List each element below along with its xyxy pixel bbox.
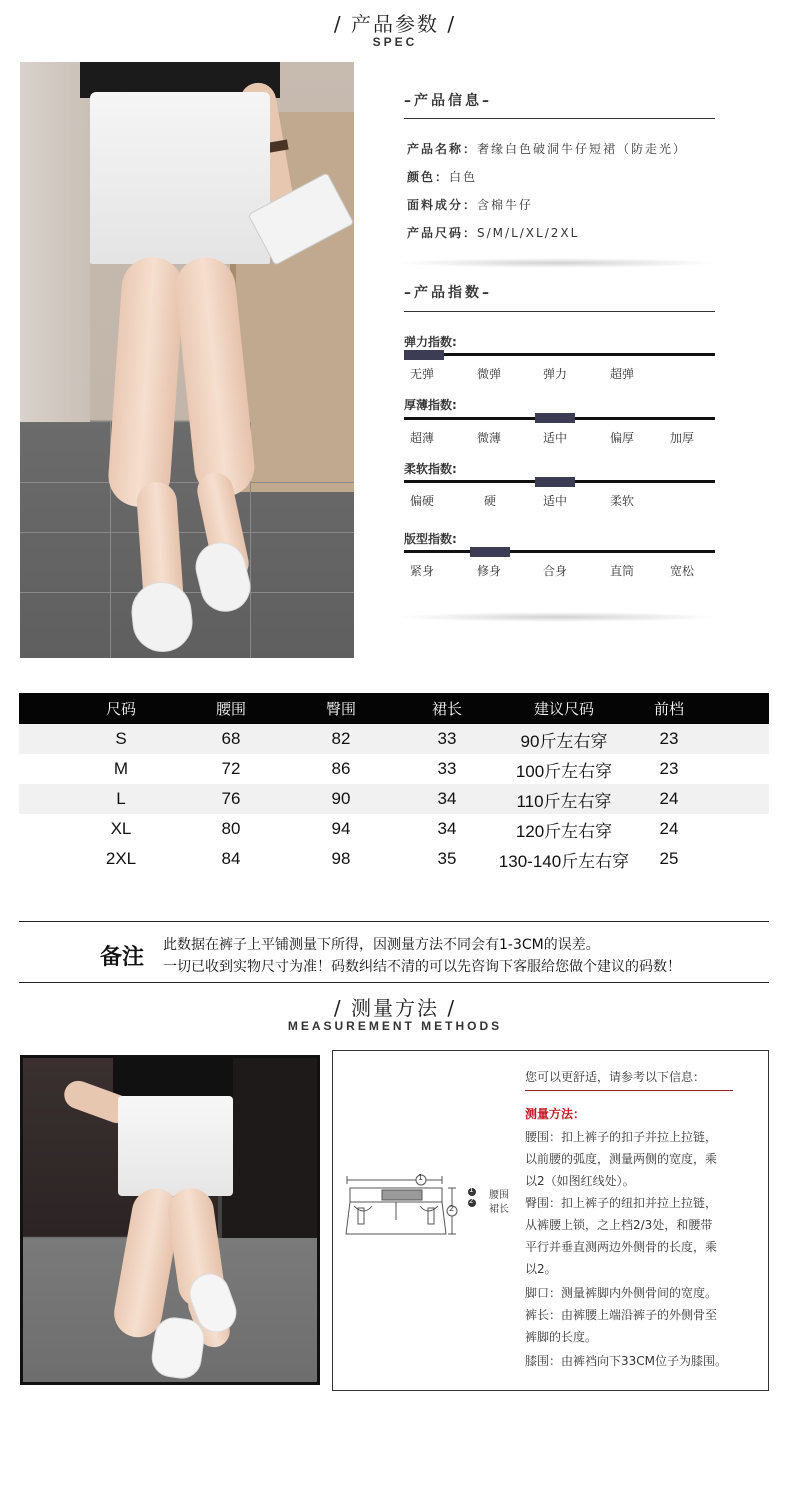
table-row <box>19 784 769 814</box>
table-cell: 2XL <box>105 849 137 868</box>
header-cell: 裙长 <box>431 701 462 718</box>
index-option: 偏硬 <box>410 494 435 508</box>
measure-text-line: 脚口：测量裤脚内外侧骨间的宽度。 <box>525 1286 718 1300</box>
table-cell: 86 <box>331 759 351 778</box>
table-cell: 25 <box>659 849 679 868</box>
table-cell: 33 <box>437 759 457 778</box>
legend-number-1: 1 <box>469 1186 474 1194</box>
note-line-1: 此数据在裤子上平铺测量下所得，因测量方法不同会有1-3CM的误差。 <box>163 937 600 953</box>
legend-label-length: 裙长 <box>489 1204 509 1215</box>
index-track-fit <box>404 550 715 553</box>
measure-text-line: 膝围：由裤裆向下33CM位子为膝围。 <box>525 1354 728 1368</box>
index-option: 宽松 <box>670 564 695 578</box>
header-cell: 前档 <box>653 701 684 718</box>
table-cell: 120斤左右穿 <box>515 821 613 841</box>
table-cell: 34 <box>437 789 457 808</box>
table-row <box>19 724 769 754</box>
table-cell: 110斤左右穿 <box>516 791 612 811</box>
size-table-header <box>19 693 769 724</box>
index-option: 修身 <box>477 564 502 578</box>
table-cell: L <box>116 789 126 808</box>
table-cell: 24 <box>659 819 679 838</box>
size-table <box>19 693 769 874</box>
table-cell: XL <box>110 819 132 838</box>
info-row-fabric: 面料成分：含棉牛仔 <box>407 198 534 212</box>
header-cell: 臀围 <box>325 701 356 718</box>
measure-text-line: 从裤腰上锁，之上档2/3处，和腰带 <box>525 1218 713 1232</box>
note-line-2: 一切已收到实物尺寸为准！码数纠结不清的可以先咨询下客服给您做个建议的码数！ <box>163 959 681 975</box>
table-row <box>19 814 769 844</box>
header-cell: 腰围 <box>215 701 246 718</box>
measure-text-line: 裤长：由裤腰上端沿裤子的外侧骨至 <box>525 1308 718 1322</box>
table-row <box>19 754 769 784</box>
index-option: 无弹 <box>410 367 435 381</box>
info-title: –产品信息– <box>404 93 492 109</box>
table-cell: 33 <box>437 729 457 748</box>
table-cell: M <box>113 759 129 778</box>
table-cell: 76 <box>221 789 241 808</box>
index-option: 加厚 <box>670 431 695 445</box>
header-cell: 建议尺码 <box>533 701 594 718</box>
diagram-number-1: 1 <box>418 1173 424 1182</box>
index-track-elasticity <box>404 353 715 356</box>
table-cell: 23 <box>659 759 679 778</box>
legend-label-waist: 腰围 <box>489 1190 509 1201</box>
spec-title: / 产品参数 / <box>333 12 457 36</box>
table-cell: 68 <box>221 729 241 748</box>
index-option: 硬 <box>484 494 497 508</box>
spec-subtitle: SPEC <box>372 35 418 49</box>
index-label-elasticity: 弹力指数: <box>404 335 457 349</box>
legend-number-2: 2 <box>469 1197 474 1205</box>
measure-text-line: 臀围：扣上裤子的纽扣并拉上拉链， <box>525 1196 718 1210</box>
index-label-fit: 版型指数: <box>404 532 457 546</box>
table-cell: 80 <box>221 819 241 838</box>
note-label: 备注 <box>100 945 145 970</box>
measure-text-line: 裤脚的长度。 <box>525 1330 598 1344</box>
table-row <box>19 844 769 874</box>
table-cell: 24 <box>659 789 679 808</box>
index-option: 偏厚 <box>610 431 635 445</box>
index-option: 柔软 <box>610 494 635 508</box>
index-option: 适中 <box>543 431 568 445</box>
indices-title: –产品指数– <box>404 285 492 301</box>
info-title-rule <box>404 118 715 119</box>
index-option: 微弹 <box>477 367 502 381</box>
header-cell: 尺码 <box>105 701 136 718</box>
index-option: 弹力 <box>543 367 568 381</box>
index-option: 紧身 <box>410 564 435 578</box>
index-marker-thickness <box>535 413 575 423</box>
indices-title-rule <box>404 311 715 312</box>
table-cell: 35 <box>437 849 457 868</box>
table-cell: 82 <box>331 729 351 748</box>
table-cell: 23 <box>659 729 679 748</box>
table-cell: 90斤左右穿 <box>520 731 608 751</box>
table-cell: 130-140斤左右穿 <box>498 851 630 871</box>
index-option: 适中 <box>543 494 568 508</box>
index-option: 微薄 <box>477 431 502 445</box>
table-cell: 34 <box>437 819 457 838</box>
index-option: 直筒 <box>610 564 635 578</box>
table-cell: 72 <box>221 759 241 778</box>
index-option: 合身 <box>543 564 568 578</box>
table-cell: 94 <box>331 819 351 838</box>
table-cell: 84 <box>221 849 241 868</box>
table-cell: 90 <box>331 789 351 808</box>
product-photo-secondary <box>20 1055 320 1385</box>
measure-method-title: 测量方法： <box>525 1107 586 1121</box>
diagram-number-2: 2 <box>449 1204 455 1213</box>
index-marker-fit <box>470 547 510 557</box>
measure-title: / 测量方法 / <box>333 996 457 1020</box>
table-cell: S <box>115 729 127 748</box>
note-top-rule <box>19 921 769 922</box>
index-marker-elasticity <box>404 350 444 360</box>
table-cell: 100斤左右穿 <box>515 761 613 781</box>
measure-text-line: 腰围：扣上裤子的扣子并拉上拉链， <box>525 1130 718 1144</box>
measure-intro-rule <box>525 1090 733 1091</box>
measure-subtitle: MEASUREMENT METHODS <box>287 1019 503 1033</box>
table-cell: 98 <box>331 849 351 868</box>
info-row-sizes: 产品尺码：S/M/L/XL/2XL <box>407 226 580 240</box>
info-row-name: 产品名称：奢缘白色破洞牛仔短裙（防走光） <box>407 142 688 156</box>
index-marker-softness <box>535 477 575 487</box>
divider-shadow <box>395 258 720 268</box>
index-label-thickness: 厚薄指数: <box>404 398 457 412</box>
measure-text-line: 以前腰的弧度，测量两侧的宽度，乘 <box>525 1152 718 1166</box>
measure-text-line: 平行并垂直测两边外侧骨的长度，乘 <box>525 1240 718 1254</box>
note-bottom-rule <box>19 982 769 983</box>
divider-shadow <box>395 612 720 622</box>
info-row-color: 颜色：白色 <box>407 170 478 184</box>
index-option: 超薄 <box>410 431 435 445</box>
product-photo-main <box>20 62 354 658</box>
measure-text-line: 以2（如图红线处）。 <box>525 1174 635 1188</box>
index-label-softness: 柔软指数: <box>404 462 457 476</box>
measure-text-line: 以2。 <box>525 1262 557 1276</box>
index-option: 超弹 <box>610 367 635 381</box>
measure-intro: 您可以更舒适，请参考以下信息： <box>525 1070 706 1084</box>
